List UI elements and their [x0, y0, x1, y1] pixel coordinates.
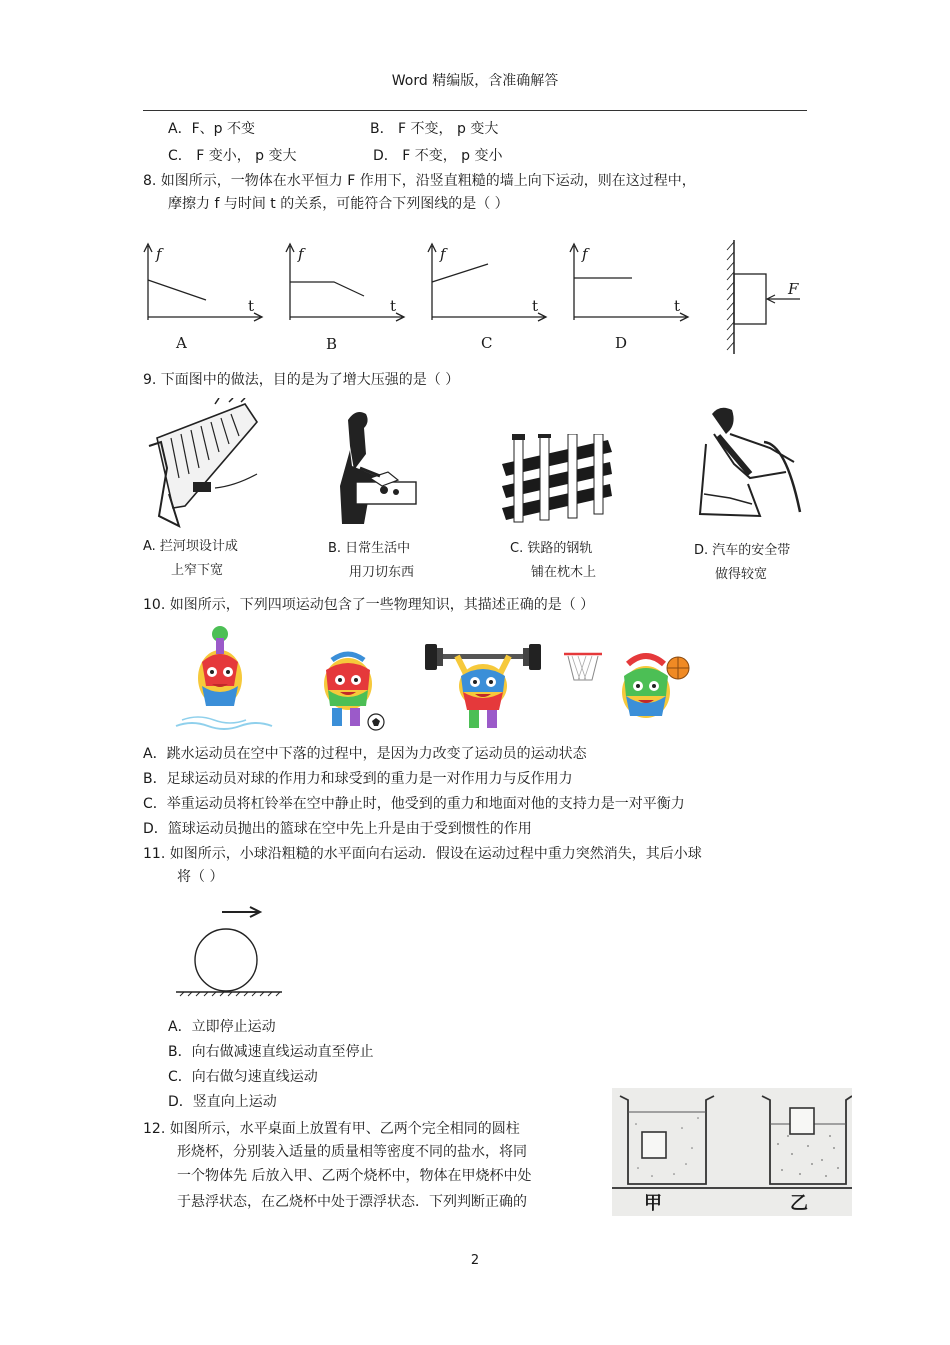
ball: [195, 929, 257, 991]
graph-a-t-label: t: [248, 297, 255, 315]
q12-stem-line2: 形烧杯，分别装入适量的质量相等密度不同的盐水，将同: [177, 1144, 527, 1160]
graph-c-f-label: f: [440, 245, 446, 263]
graph-c-label: C: [481, 334, 493, 352]
q11-option-b: B．向右做减速直线运动直至停止: [168, 1044, 374, 1060]
q11-option-d: D．竖直向上运动: [168, 1094, 277, 1110]
graph-a-f-label: f: [156, 245, 162, 263]
q11-option-a: A．立即停止运动: [168, 1019, 276, 1035]
graph-d-f-label: f: [582, 245, 588, 263]
page-header: Word 精编版，含准确解答: [391, 73, 559, 89]
object-floating: [790, 1108, 814, 1134]
graph-d-t-label: t: [674, 297, 681, 315]
q9-caption-c-line1: C. 铁路的钢轨: [510, 541, 593, 556]
q10-option-b: B．足球运动员对球的作用力和球受到的重力是一对作用力与反作用力: [143, 771, 573, 787]
basketball-mascot-image: [562, 640, 696, 734]
q7-option-d: D． F 不变， p 变小: [373, 148, 503, 164]
q12-stem-line4: 于悬浮状态，在乙烧杯中处于漂浮状态．下列判断正确的: [177, 1194, 527, 1210]
graph-a-line: [148, 280, 206, 300]
graph-b-t-label: t: [390, 297, 397, 315]
force-label: F: [788, 280, 799, 298]
q8-stem-line2: 摩擦力 f 与时间 t 的关系，可能符合下列图线的是（ ）: [168, 196, 509, 212]
beaker-label-right: 乙: [790, 1193, 808, 1214]
seatbelt-image: [690, 404, 808, 522]
q10-stem: 10. 如图所示，下列四项运动包含了一些物理知识，其描述正确的是（ ）: [143, 597, 595, 613]
header-rule: [143, 110, 807, 111]
graph-c-line: [432, 264, 488, 282]
q9-caption-d-line2: 做得较宽: [715, 567, 768, 582]
rail-image: [498, 434, 616, 526]
graph-b-f-label: f: [298, 245, 304, 263]
q9-caption-d-line1: D. 汽车的安全带: [694, 543, 791, 558]
graph-c-t-label: t: [532, 297, 539, 315]
q9-stem: 9. 下面图中的做法，目的是为了增大压强的是（ ）: [143, 372, 460, 388]
object-suspended: [642, 1132, 666, 1158]
q10-option-c: C．举重运动员将杠铃举在空中静止时，他受到的重力和地面对他的支持力是一对平衡力: [143, 796, 685, 812]
q11-stem-line1: 11. 如图所示，小球沿粗糙的水平面向右运动．假设在运动过程中重力突然消失，其后小球: [143, 846, 702, 862]
graph-b-line: [290, 282, 364, 296]
diving-mascot-image: [172, 626, 276, 732]
q9-caption-a-line2: 上窄下宽: [171, 563, 224, 578]
q9-caption-b-line2: 用刀切东西: [349, 565, 415, 580]
q7-option-a: A．F、p 不变: [168, 121, 255, 137]
q7-option-c: C． F 变小， p 变大: [168, 148, 297, 164]
q10-option-a: A．跳水运动员在空中下落的过程中，是因为力改变了运动员的运动状态: [143, 746, 587, 762]
q10-option-d: D．篮球运动员抛出的篮球在空中先上升是由于受到惯性的作用: [143, 821, 532, 837]
q7-option-b: B． F 不变， p 变大: [370, 121, 499, 137]
wall-block-figure: [722, 236, 812, 358]
graph-d-label: D: [615, 334, 628, 352]
q11-option-c: C．向右做匀速直线运动: [168, 1069, 318, 1085]
page-number: 2: [470, 1253, 480, 1268]
graph-a-label: A: [176, 334, 187, 352]
q12-stem-line3: 一个物体先 后放入甲、乙两个烧杯中，物体在甲烧杯中处: [177, 1168, 532, 1184]
q8-stem-line1: 8. 如图所示，一物体在水平恒力 F 作用下，沿竖直粗糙的墙上向下运动，则在这过程中，: [143, 173, 696, 189]
cutting-image: [330, 406, 420, 532]
soccer-mascot-image: [314, 650, 388, 732]
weightlifting-mascot-image: [423, 640, 543, 732]
graph-b-label: B: [326, 335, 338, 353]
q11-stem-line2: 将（ ）: [177, 869, 224, 885]
q9-caption-c-line2: 铺在枕木上: [531, 565, 597, 580]
q12-stem-line1: 12. 如图所示，水平桌面上放置有甲、乙两个完全相同的圆柱: [143, 1121, 520, 1137]
block: [734, 274, 766, 324]
q9-caption-a-line1: A. 拦河坝设计成: [143, 539, 238, 554]
dam-image: [145, 398, 265, 530]
q9-caption-b-line1: B. 日常生活中: [328, 541, 411, 556]
beaker-label-left: 甲: [644, 1193, 662, 1214]
q11-ball-figure: [172, 900, 286, 1000]
